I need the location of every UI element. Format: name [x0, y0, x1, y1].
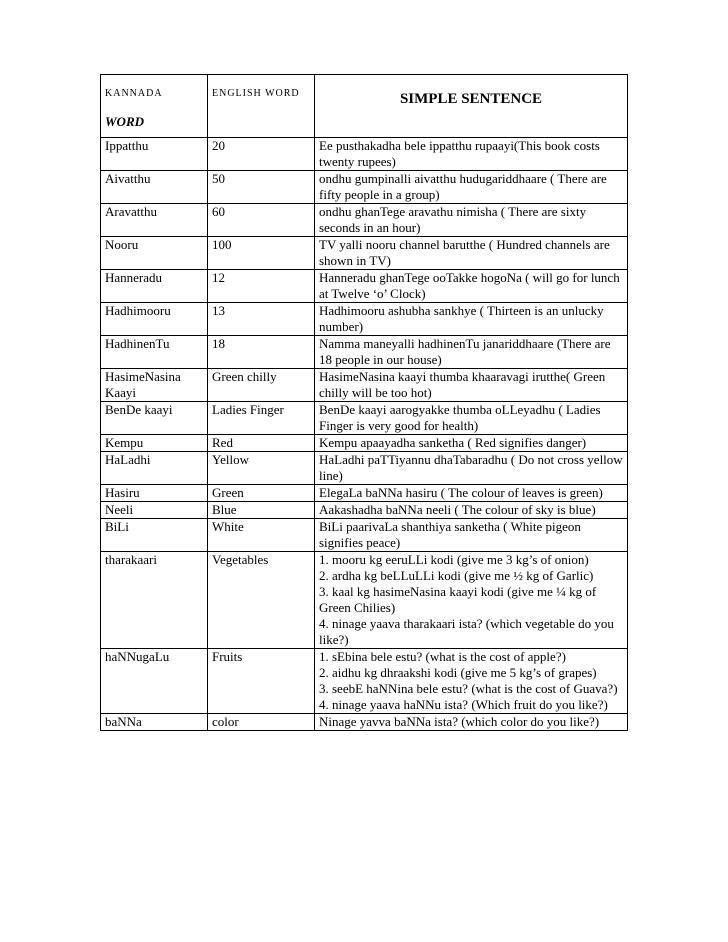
kannada-cell: Hanneradu — [101, 270, 208, 303]
kannada-cell: Nooru — [101, 237, 208, 270]
sentence-line: 2. aidhu kg dhraakshi kodi (give me 5 kg’s of grapes) — [319, 665, 597, 680]
english-cell: White — [208, 519, 315, 552]
kannada-cell: HasimeNasina Kaayi — [101, 369, 208, 402]
sentence-line: 3. seebE haNNina bele estu? (what is the cost of Guava?) — [319, 681, 618, 696]
english-cell: Green chilly — [208, 369, 315, 402]
sentence-cell: Kempu apaayadha sanketha ( Red signifies danger) — [315, 435, 628, 452]
kannada-cell: Aravatthu — [101, 204, 208, 237]
table-row — [101, 303, 628, 336]
table-row — [101, 502, 628, 519]
vocabulary-table — [100, 74, 628, 731]
english-cell: Green — [208, 485, 315, 502]
sentence-cell: Aakashadha baNNa neeli ( The colour of sky is blue) — [315, 502, 628, 519]
table-row — [101, 452, 628, 485]
english-cell: 50 — [208, 171, 315, 204]
english-cell: Fruits — [208, 649, 315, 714]
table-row — [101, 714, 628, 731]
english-cell: 12 — [208, 270, 315, 303]
sentence-cell: Hanneradu ghanTege ooTakke hogoNa ( will go for lunch at Twelve ‘o’ Clock) — [315, 270, 628, 303]
kannada-cell: BiLi — [101, 519, 208, 552]
kannada-cell: Aivatthu — [101, 171, 208, 204]
header-kannada-word: WORD — [105, 114, 145, 129]
sentence-cell — [315, 552, 628, 649]
english-cell: Red — [208, 435, 315, 452]
table-row — [101, 204, 628, 237]
table-row — [101, 649, 628, 714]
kannada-cell: haNNugaLu — [101, 649, 208, 714]
header-english-label: ENGLISH WORD — [212, 88, 300, 99]
kannada-cell: Kempu — [101, 435, 208, 452]
english-cell: 13 — [208, 303, 315, 336]
sentence-cell — [315, 649, 628, 714]
sentence-cell: ElegaLa baNNa hasiru ( The colour of leaves is green) — [315, 485, 628, 502]
kannada-cell: HaLadhi — [101, 452, 208, 485]
table-row — [101, 171, 628, 204]
kannada-cell: BenDe kaayi — [101, 402, 208, 435]
english-cell: Ladies Finger — [208, 402, 315, 435]
kannada-cell: HadhinenTu — [101, 336, 208, 369]
table-row — [101, 138, 628, 171]
table-row — [101, 485, 628, 502]
sentence-cell: Ee pusthakadha bele ippatthu rupaayi(This book costs twenty rupees) — [315, 138, 628, 171]
sentence-line: 1. sEbina bele estu? (what is the cost of apple?) — [319, 649, 566, 664]
sentence-line: 2. ardha kg beLLuLLi kodi (give me ½ kg of Garlic) — [319, 568, 594, 583]
kannada-cell: Hasiru — [101, 485, 208, 502]
english-cell: 100 — [208, 237, 315, 270]
table-row — [101, 369, 628, 402]
sentence-cell: TV yalli nooru channel barutthe ( Hundred channels are shown in TV) — [315, 237, 628, 270]
header-kannada-label: KANNADA — [105, 88, 163, 99]
english-cell: color — [208, 714, 315, 731]
table-row — [101, 237, 628, 270]
kannada-cell: Hadhimooru — [101, 303, 208, 336]
sentence-cell: BiLi paarivaLa shanthiya sanketha ( White pigeon signifies peace) — [315, 519, 628, 552]
kannada-cell: tharakaari — [101, 552, 208, 649]
header-sentence — [315, 75, 628, 138]
english-cell: 20 — [208, 138, 315, 171]
table-row — [101, 270, 628, 303]
table-row — [101, 552, 628, 649]
sentence-cell: HaLadhi paTTiyannu dhaTabaradhu ( Do not cross yellow line) — [315, 452, 628, 485]
header-sentence-label: SIMPLE SENTENCE — [399, 91, 543, 107]
sentence-cell: HasimeNasina kaayi thumba khaaravagi irutthe( Green chilly will be too hot) — [315, 369, 628, 402]
table-row — [101, 435, 628, 452]
sentence-cell: Namma maneyalli hadhinenTu janariddhaare (There are 18 people in our house) — [315, 336, 628, 369]
english-cell: 60 — [208, 204, 315, 237]
sentence-line: 4. ninage yaava haNNu ista? (Which fruit do you like?) — [319, 697, 608, 712]
sentence-line: 1. mooru kg eeruLLi kodi (give me 3 kg’s of onion) — [319, 552, 589, 567]
kannada-cell: Neeli — [101, 502, 208, 519]
sentence-line: 3. kaal kg hasimeNasina kaayi kodi (give me ¼ kg of Green Chilies) — [319, 584, 597, 615]
english-cell: 18 — [208, 336, 315, 369]
sentence-line: 4. ninage yaava tharakaari ista? (which vegetable do you like?) — [319, 616, 614, 647]
sentence-cell: Ninage yavva baNNa ista? (which color do you like?) — [315, 714, 628, 731]
english-cell: Vegetables — [208, 552, 315, 649]
kannada-cell: Ippatthu — [101, 138, 208, 171]
table-row — [101, 519, 628, 552]
table-row — [101, 336, 628, 369]
kannada-cell: baNNa — [101, 714, 208, 731]
english-cell: Yellow — [208, 452, 315, 485]
sentence-cell: Hadhimooru ashubha sankhye ( Thirteen is an unlucky number) — [315, 303, 628, 336]
header-row — [101, 75, 628, 138]
sentence-cell: BenDe kaayi aarogyakke thumba oLLeyadhu ( Ladies Finger is very good for health) — [315, 402, 628, 435]
header-kannada — [101, 75, 208, 138]
sentence-cell: ondhu gumpinalli aivatthu hudugariddhaare ( There are fifty people in a group) — [315, 171, 628, 204]
english-cell: Blue — [208, 502, 315, 519]
sentence-cell: ondhu ghanTege aravathu nimisha ( There are sixty seconds in an hour) — [315, 204, 628, 237]
header-english — [208, 75, 315, 138]
table-row — [101, 402, 628, 435]
